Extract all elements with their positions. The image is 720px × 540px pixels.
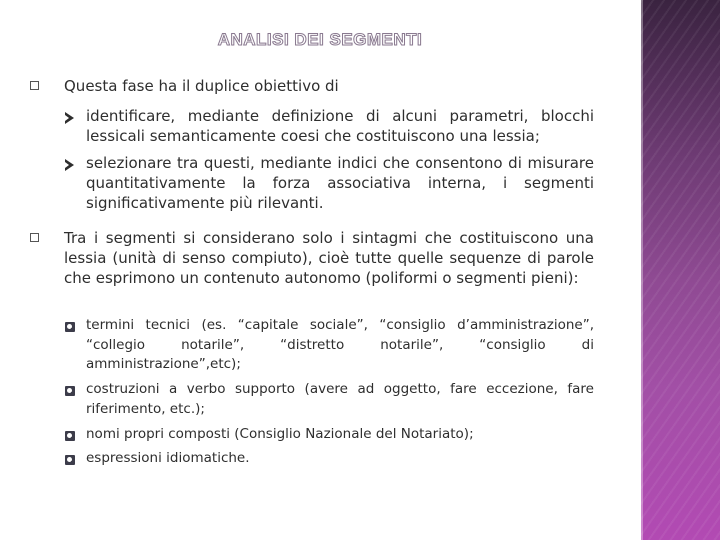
arrow-bullet-icon bbox=[65, 159, 74, 171]
hollow-square-bullet-icon bbox=[30, 81, 39, 90]
bullet-1-subitem-2: selezionare tra questi, mediante indici che consentono di misurare quantitativamente la forza associativa interna, i segmenti significativamente più rilevanti. bbox=[86, 154, 594, 212]
bullet-2-subitem-3: nomi propri composti (Consiglio Nazionale del Notariato); bbox=[86, 426, 474, 442]
q-box-bullet-icon bbox=[65, 431, 75, 441]
decorative-side-panel bbox=[641, 0, 720, 540]
arrow-bullet-icon bbox=[65, 112, 74, 124]
bullet-1-subitem-1: identificare, mediante definizione di alcuni parametri, blocchi lessicali semanticamente coesi che costituiscono una lessia; bbox=[86, 107, 594, 145]
panel-stripes bbox=[641, 0, 720, 540]
bullet-2-subitem-4: espressioni idiomatiche. bbox=[86, 450, 250, 466]
q-box-bullet-icon bbox=[65, 455, 75, 465]
hollow-square-bullet-icon bbox=[30, 233, 39, 242]
bullet-2-subitem-1: termini tecnici (es. “capitale sociale”, “consiglio d’amministrazione”, “collegio notarile”, “distretto notarile”, “consiglio di amministrazione”,etc); bbox=[86, 317, 594, 372]
q-box-bullet-icon bbox=[65, 322, 75, 332]
bullet-2-subitem-2: costruzioni a verbo supporto (avere ad oggetto, fare eccezione, fare riferimento, etc.); bbox=[86, 381, 594, 417]
slide-title: ANALISI DEI SEGMENTI bbox=[217, 30, 423, 49]
panel-edge-line bbox=[641, 0, 643, 540]
q-box-bullet-icon bbox=[65, 386, 75, 396]
bullet-2-text: Tra i segmenti si considerano solo i sintagmi che costituiscono una lessia (unità di senso compiuto), cioè tutte quelle sequenze di parole che esprimono un contenuto autonomo (poliformi o segmenti pieni): bbox=[64, 229, 594, 287]
bullet-1-text: Questa fase ha il duplice obiettivo di bbox=[64, 77, 339, 95]
